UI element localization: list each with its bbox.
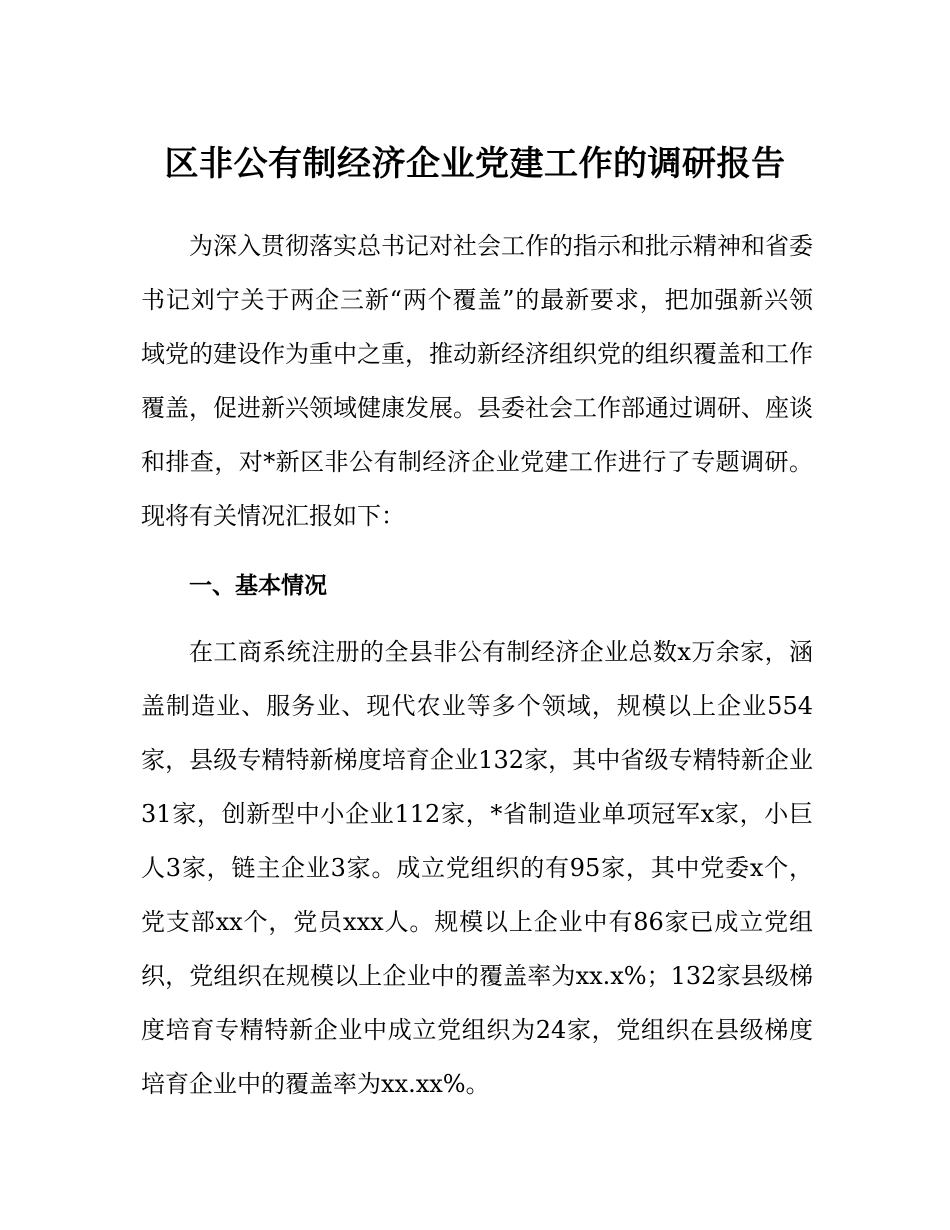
intro-paragraph: 为深入贯彻落实总书记对社会工作的指示和批示精神和省委书记刘宁关于两企三新“两个覆盖”的最新要求，把加强新兴领域党的建设作为重中之重，推动新经济组织党的组织覆盖和工作覆盖，促进新兴领域健康发展。县委社会工作部通过调研、座谈和排查，对*新区非公有制经济企业党建工作进行了专题调研。现将有关情况汇报如下： bbox=[141, 232, 813, 530]
document-title: 区非公有制经济企业党建工作的调研报告 bbox=[164, 143, 786, 184]
basic-situation-paragraph: 在工商系统注册的全县非公有制经济企业总数x万余家，涵盖制造业、服务业、现代农业等多个领域，规模以上企业554家，县级专精特新梯度培育企业132家，其中省级专精特新企业31家，创新型中小企业112家，*省制造业单项冠军x家，小巨人3家，链主企业3家。成立党组织的有95家，其中党委x个，党支部xx个，党员xxx人。规模以上企业中有86家已成立党组织，党组织在规模以上企业中的覆盖率为xx.x%；132家县级梯度培育专精特新企业中成立党组织为24家，党组织在县级梯度培育企业中的覆盖率为xx.xx%。 bbox=[141, 638, 813, 1098]
section-heading-basic-situation: 一、基本情况 bbox=[189, 573, 327, 599]
